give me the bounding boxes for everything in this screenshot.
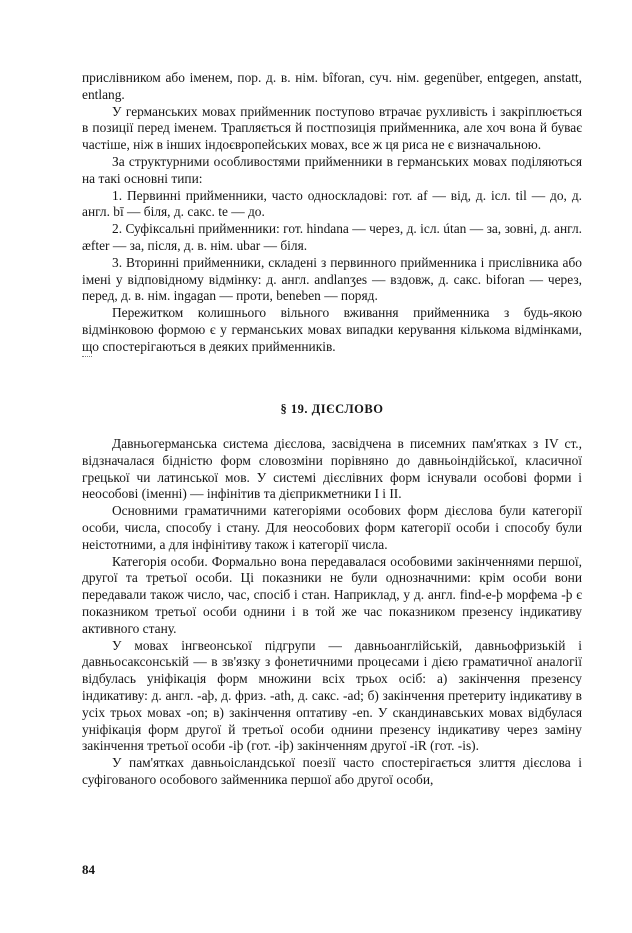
- paragraph: 1. Первинні прийменники, часто односкладові: гот. af — від, д. ісл. til — до, д. англ. bī — біля, д. сакс. te — до.: [82, 187, 582, 220]
- paragraph: прислівником або іменем, пор. д. в. нім. bîforan, суч. нім. gegenüber, entgegen, anstatt, entlang.: [82, 70, 582, 102]
- paragraph: За структурними особливостями прийменники в германських мовах поділяються на такі основні типи:: [82, 153, 582, 186]
- paragraph: Давньогерманська система дієслова, засвідчена в писемних пам'ятках з IV ст., відзначалася бідністю форм словозміни порівняно до давньоіндійської, класичної грецької чи латинської мов. У системі дієслівних форм існували особові форми і неособові (іменні) — інфінітив та дієприкметники I і II.: [82, 436, 582, 502]
- margin-mark: [82, 356, 92, 357]
- paragraph: Категорія особи. Формально вона передавалася особовими закінченнями першої, другої та третьої особи. Ці показники не були однозначними: крім особи вони передавали також число, час, спосіб і стан. Наприклад, у д. англ. find-e-þ морфема -þ є показником третьої особи однини і в той же час показником презенсу індикативу активного стану.: [82, 553, 582, 636]
- top-text-block: [82, 70, 582, 356]
- section-heading: § 19. ДІЄСЛОВО: [280, 402, 384, 416]
- page-number: 84: [82, 862, 95, 877]
- paragraph: У мовах інгвеонської підгрупи — давньоанглійській, давньофризькій і давньосаксонській — в зв'язку з фонетичними процесами і дією граматичної аналогії відбулась уніфікація форм множини всіх трьох осіб: а) закінчення презенсу індикативу: д. англ. -aþ, д. фриз. -ath, д. сакс. -ad; б) закінчення претериту індикативу в усіх трьох мовах -on; в) закінчення оптативу -en. У скандинавських мовах відбулася уніфікація форм другої й третьої особи однини презенсу індикативу через заміну закінчення третьої особи -iþ (гот. -iþ) закінченням другої -iR (гот. -is).: [82, 637, 582, 754]
- paragraph: У пам'ятках давньоісландської поезії часто спостерігається злиття дієслова і суфігованого особового займенника першої або другої особи,: [82, 755, 582, 787]
- paragraph: 2. Суфіксальні прийменники: гот. hindana — через, д. ісл. útan — за, зовні, д. англ. æfter — за, після, д. в. нім. ubar — біля.: [82, 221, 582, 253]
- paragraph: Основними граматичними категоріями особових форм дієслова були категорії особи, числа, способу і стану. Для неособових форм категорії особи і способу були неістотними, а для інфінітиву також і категорії числа.: [82, 503, 582, 552]
- paragraph: У германських мовах прийменник поступово втрачає рухливість і закріплюється в позиції перед іменем. Трапляється й постпозиція прийменника, але хоч вона й буває частіше, ніж в інших індоєвропейських мовах, все ж ця риса не є визначальною.: [82, 103, 582, 153]
- paragraph: 3. Вторинні прийменники, складені з первинного прийменника і прислівника або імені у відповідному відмінку: д. англ. andlanʒes — вздовж, д. сакс. biforan — через, перед, д. в. нім. ingagan — проти, beneben — поряд.: [82, 254, 582, 304]
- bottom-text-block: [82, 436, 582, 789]
- paragraph: Пережитком колишнього вільного вживання прийменника з будь-якою відмінковою формою є у германських мовах випадки керування кількома відмінками, що спостерігаються в деяких прийменників.: [82, 305, 582, 354]
